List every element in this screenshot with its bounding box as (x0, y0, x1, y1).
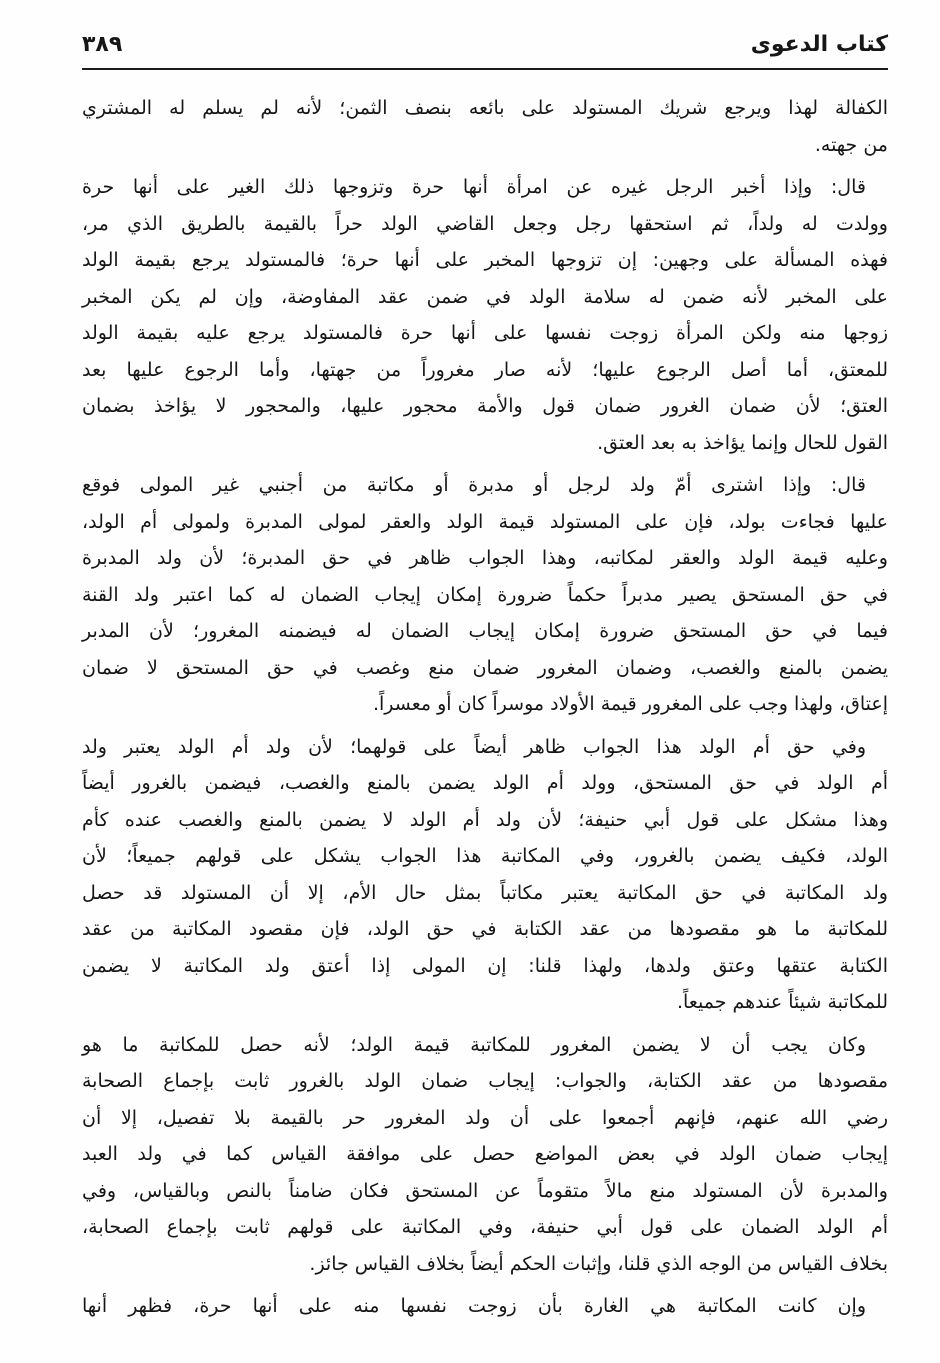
text-line: فهذه المسألة على وجهين: إن تزوجها المخبر على أنها حرة؛ فالمستولد يرجع بقيمة الولد (82, 249, 888, 271)
text-line: للمكاتبة ما هو مقصودها من عقد الكتابة في حق الولد، فإن مقصود المكاتبة من عقد (82, 918, 888, 940)
paragraph (82, 1288, 888, 1325)
header-rule (82, 68, 888, 70)
paragraph (82, 169, 888, 461)
text-line: عليها فجاءت بولد، فإن على المستولد قيمة الولد والعقر لمولى المدبرة ولمولى أم الولد، (82, 510, 888, 533)
text-line: وولدت له ولداً، ثم استحقها رجل وجعل القاضي الولد حراً بالقيمة بالطريق الذي مر، (82, 212, 888, 235)
text-line: للمكاتبة شيئاً عندهم جميعاً. (676, 991, 888, 1013)
text-line: رضي الله عنهم، فإنهم أجمعوا على أن ولد المغرور حر بالقيمة بلا تفصيل، إلا أن (82, 1106, 888, 1129)
text-line: على المخبر لأنه ضمن له سلامة الولد في ضمن عقد المفاوضة، وإن لم يكن المخبر (82, 285, 888, 308)
text-line: ولد المكاتبة في حق المكاتبة يعتبر مكاتباً بمثل حال الأم، إلا أن المستولد قد حصل (82, 881, 888, 904)
text-line: وهذا مشكل على قول أبي حنيفة؛ لأن ولد أم الولد لا يضمن بالمنع والغصب عنده كأم (82, 808, 888, 831)
text-line: وفي حق أم الولد هذا الجواب ظاهر أيضاً على قولهما؛ لأن ولد أم الولد يعتبر ولد (82, 735, 866, 758)
text-line: فيما في حق المستحق ضرورة إمكان إيجاب الضمان له فيضمنه المغرور؛ لأن المدبر (82, 620, 888, 642)
paragraph (82, 90, 888, 163)
text-line: الولد، فكيف يضمن بالغرور، وفي المكاتبة هذا الجواب يشكل على قولهم جميعاً؛ لأن (82, 845, 888, 867)
text-line: قال: وإذا أخبر الرجل غيره عن امرأة أنها حرة وتزوجها ذلك الغير على أنها حرة (82, 176, 866, 198)
page-number: ٣٨٩ (82, 31, 123, 57)
text-line: وكان يجب أن لا يضمن المغرور للمكاتبة قيمة الولد؛ لأنه حصل للمكاتبة ما هو (82, 1033, 866, 1056)
text-line: للمعتق، أما أصل الرجوع عليها؛ لأنه صار مغروراً من جهتها، وأما الرجوع عليها بعد (82, 358, 888, 381)
text-line: إعتاق، ولهذا وجب على المغرور قيمة الأولاد موسراً كان أو معسراً. (372, 693, 888, 715)
text-line: يضمن بالمنع والغصب، وضمان المغرور ضمان منع وغصب في حق المستحق لا ضمان (82, 656, 888, 679)
text-line: الكتابة عتقها وعتق ولدها، ولهذا قلنا: إن المولى إذا أعتق ولد المكاتبة لا يضمن (82, 954, 888, 977)
text-line: قال: وإذا اشترى أمّ ولد لرجل أو مدبرة أو مكاتبة من أجنبي غير المولى فوقع (82, 474, 866, 496)
text-line: أم الولد الضمان على قول أبي حنيفة، وفي المكاتبة على قولهم ثابت بإجماع الصحابة، (82, 1216, 888, 1238)
text-line: زوجها منه ولكن المرأة زوجت نفسها على أنها حرة فالمستولد يرجع عليه بقيمة الولد (82, 322, 888, 344)
chapter-title: كتاب الدعوى (750, 31, 888, 57)
text-line: الكفالة لهذا ويرجع شريك المستولد على بائعه بنصف الثمن؛ لأنه لم يسلم له المشتري (82, 97, 888, 119)
text-line: القول للحال وإنما يؤاخذ به بعد العتق. (597, 431, 888, 454)
paragraph (82, 467, 888, 723)
text-line: أم الولد في حق المستحق، وولد أم الولد يضمن بالمنع والغصب، فيضمن بالغرور أيضاً (82, 772, 888, 794)
text-line: وإن كانت المكاتبة هي الغارة بأن زوجت نفسها منه على أنها حرة، فظهر أنها (82, 1295, 866, 1317)
text-line: من جهته. (814, 133, 888, 156)
body-text (82, 90, 888, 1325)
text-line: والمدبرة لأن المستولد منع مالاً متقوماً عن المستحق فكان ضامناً بالنص وبالقياس، وفي (82, 1179, 888, 1202)
text-line: بخلاف القياس من الوجه الذي قلنا، وإثبات الحكم أيضاً بخلاف القياس جائز. (309, 1252, 888, 1275)
text-line: وعليه قيمة الولد والعقر لمكاتبه، وهذا الجواب ظاهر في حق المدبرة؛ لأن ولد المدبرة (82, 547, 888, 569)
paragraph (82, 1027, 888, 1283)
text-line: إيجاب ضمان الولد في بعض المواضع حصل على موافقة القياس كما في ولد العبد (82, 1143, 888, 1165)
running-head (82, 26, 888, 62)
text-line: العتق؛ لأن ضمان الغرور ضمان قول والأمة محجور عليها، والمحجور لا يؤاخذ بضمان (82, 395, 888, 417)
paragraph (82, 729, 888, 1021)
text-line: في حق المستحق يصير مدبراً حكماً ضرورة إمكان إيجاب الضمان له كما اعتبر ولد القنة (82, 583, 888, 606)
text-line: مقصودها من عقد الكتابة، والجواب: إيجاب ضمان الولد بالغرور ثابت بإجماع الصحابة (82, 1070, 888, 1092)
